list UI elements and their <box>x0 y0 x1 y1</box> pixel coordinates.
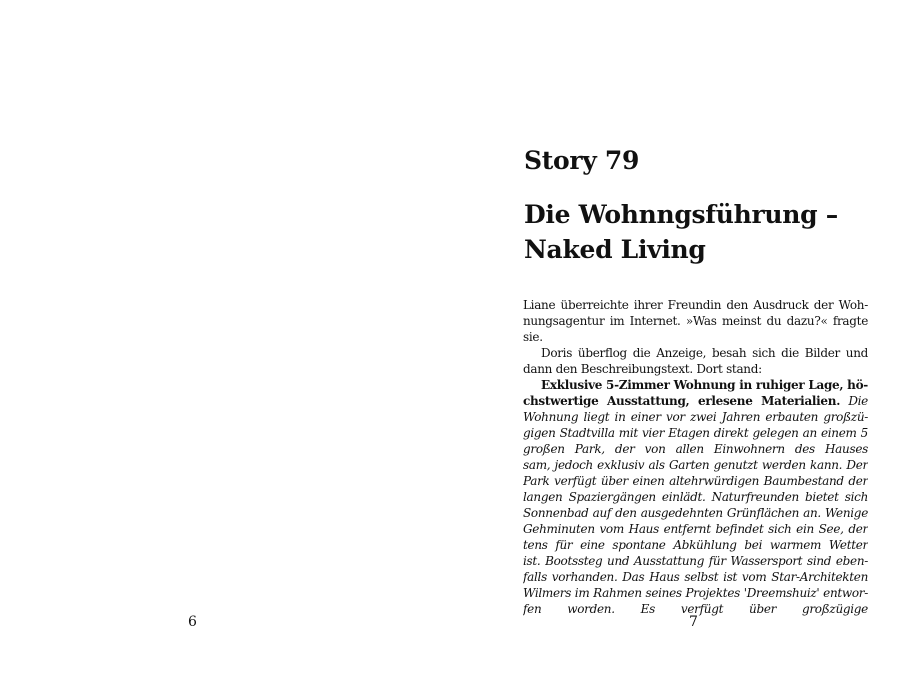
text-line: sie. <box>523 330 543 344</box>
ad-text-line: Sonnenbad auf den ausgedehnten Grünflächen an. Wenige <box>523 506 868 520</box>
ad-text-line: Wohnung liegt in einer vor zwei Jahren erbauten großzü- <box>523 410 868 424</box>
story-body <box>523 297 868 617</box>
ad-text-line: falls vorhanden. Das Haus selbst ist vom Star-Architekten <box>523 570 868 584</box>
text-line: dann den Beschreibungstext. Dort stand: <box>523 362 762 376</box>
ad-text-line: großen Park, der von allen Einwohnern des Hauses <box>523 442 868 456</box>
story-title <box>524 197 838 267</box>
right-page <box>450 0 900 675</box>
title-line: Die Wohnngsführung – <box>524 200 838 229</box>
left-page-number: 6 <box>188 614 197 630</box>
ad-text-line: sam, jedoch exklusiv als Garten genutzt werden kann. Der <box>523 458 868 472</box>
ad-text-line: Gehminuten vom Haus entfernt befindet sich ein See, der <box>523 522 868 536</box>
ad-heading-line-with-tail <box>523 393 868 409</box>
ad-text-line: fen worden. Es verfügt über großzügige <box>523 602 868 616</box>
ad-heading-bold: chstwertige Ausstattung, erlesene Materialien. <box>523 394 841 408</box>
story-label: Story 79 <box>524 146 640 175</box>
right-page-number: 7 <box>689 614 698 630</box>
text-line: nungsagentur im Internet. »Was meinst du dazu?« fragte <box>523 314 868 328</box>
ad-text-line: ist. Bootssteg und Ausstattung für Wassersport sind eben- <box>523 554 868 568</box>
text-line: Doris überflog die Anzeige, besah sich die Bilder und <box>541 346 868 360</box>
title-line: Naked Living <box>524 235 706 264</box>
text-line: Liane überreichte ihrer Freundin den Ausdruck der Woh- <box>523 298 868 312</box>
ad-heading-line: Exklusive 5-Zimmer Wohnung in ruhiger Lage, hö- <box>541 378 868 392</box>
ad-text-line: Park verfügt über einen altehrwürdigen Baumbestand der <box>523 474 868 488</box>
ad-text-line: langen Spaziergängen einlädt. Naturfreunden bietet sich <box>523 490 868 504</box>
ad-text-line: tens für eine spontane Abkühlung bei warmem Wetter <box>523 538 868 552</box>
ad-text-start: Die <box>848 394 868 408</box>
ad-text-line: gigen Stadtvilla mit vier Etagen direkt gelegen an einem 5 <box>523 426 868 440</box>
ad-text-line: Wilmers im Rahmen seines Projektes 'Dreemshuiz' entwor- <box>523 586 868 600</box>
